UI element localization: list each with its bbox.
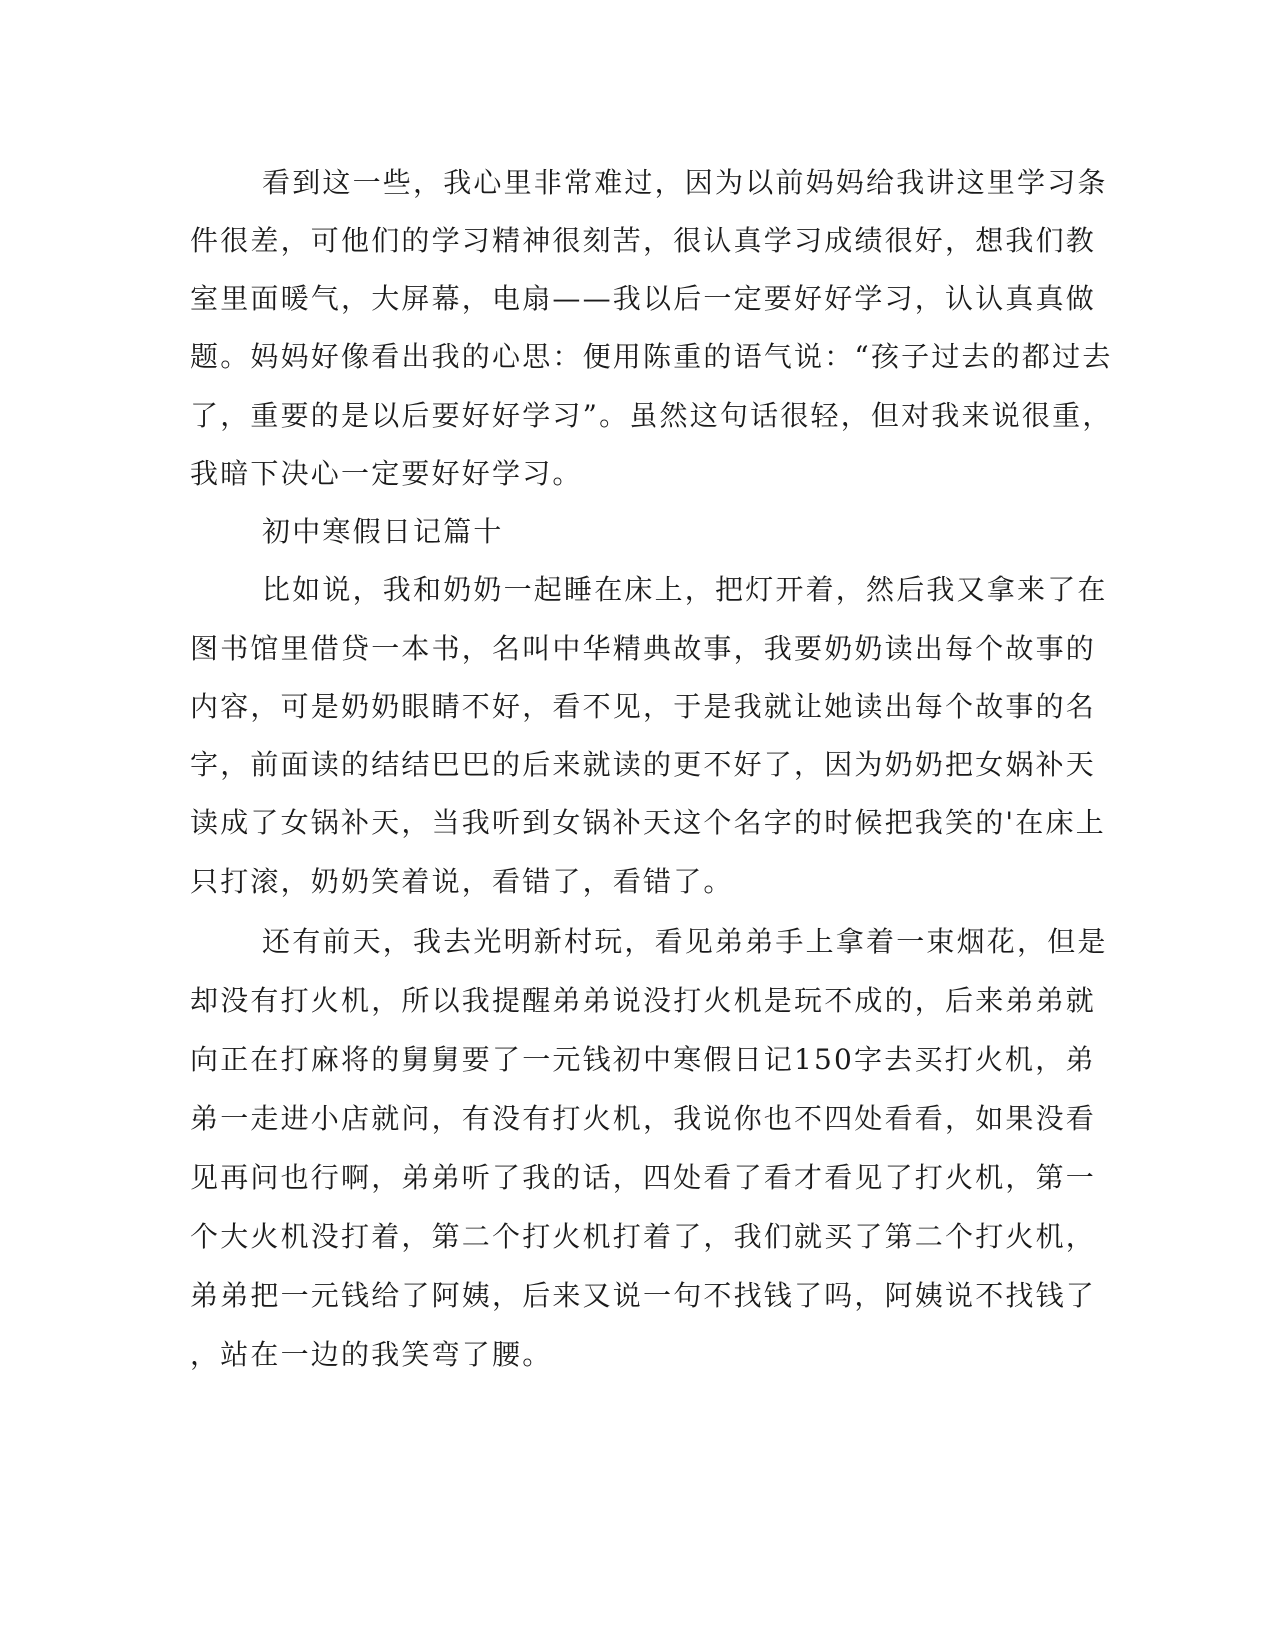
paragraph-2-line-5: 读成了女锅补天，当我听到女锅补天这个名字的时候把我笑的'在床上: [190, 806, 1106, 839]
paragraph-1-line-5: 了，重要的是以后要好好学习”。虽然这句话很轻，但对我来说很重，: [190, 399, 1113, 432]
paragraph-2-line-1: 比如说，我和奶奶一起睡在床上，把灯开着，然后我又拿来了在: [262, 573, 1108, 606]
paragraph-3-line-3: 向正在打麻将的舅舅要了一元钱初中寒假日记150字去买打火机，弟: [190, 1043, 1096, 1076]
paragraph-2-line-3: 内容，可是奶奶眼睛不好，看不见，于是我就让她读出每个故事的名: [190, 690, 1097, 723]
paragraph-3-line-6: 个大火机没打着，第二个打火机打着了，我们就买了第二个打火机，: [190, 1220, 1097, 1253]
paragraph-3-line-8: ，站在一边的我笑弯了腰。: [190, 1338, 553, 1371]
paragraph-3-line-4: 弟一走进小店就问，有没有打火机，我说你也不四处看看，如果没看: [190, 1102, 1097, 1135]
paragraph-3-line-1: 还有前天，我去光明新村玩，看见弟弟手上拿着一束烟花，但是: [262, 925, 1108, 958]
paragraph-3-line-5: 见再问也行啊，弟弟听了我的话，四处看了看才看见了打火机，第一: [190, 1161, 1097, 1194]
paragraph-1-line-2: 件很差，可他们的学习精神很刻苦，很认真学习成绩很好，想我们教: [190, 224, 1097, 257]
paragraph-3-line-7: 弟弟把一元钱给了阿姨，后来又说一句不找钱了吗，阿姨说不找钱了: [190, 1279, 1097, 1312]
paragraph-1-line-3: 室里面暖气，大屏幕，电扇——我以后一定要好好学习，认认真真做: [190, 282, 1097, 315]
section-heading: 初中寒假日记篇十: [262, 515, 504, 548]
paragraph-3-line-2: 却没有打火机，所以我提醒弟弟说没打火机是玩不成的，后来弟弟就: [190, 984, 1097, 1017]
paragraph-1-line-6: 我暗下决心一定要好好学习。: [190, 457, 583, 490]
paragraph-2-line-2: 图书馆里借贷一本书，名叫中华精典故事，我要奶奶读出每个故事的: [190, 632, 1097, 665]
paragraph-2-line-4: 字，前面读的结结巴巴的后来就读的更不好了，因为奶奶把女娲补天: [190, 748, 1097, 781]
paragraph-1-line-1: 看到这一些，我心里非常难过，因为以前妈妈给我讲这里学习条: [262, 166, 1108, 199]
paragraph-1-line-4: 题。妈妈好像看出我的心思：便用陈重的语气说：“孩子过去的都过去: [190, 340, 1113, 373]
paragraph-2-line-6: 只打滚，奶奶笑着说，看错了，看错了。: [190, 865, 734, 898]
